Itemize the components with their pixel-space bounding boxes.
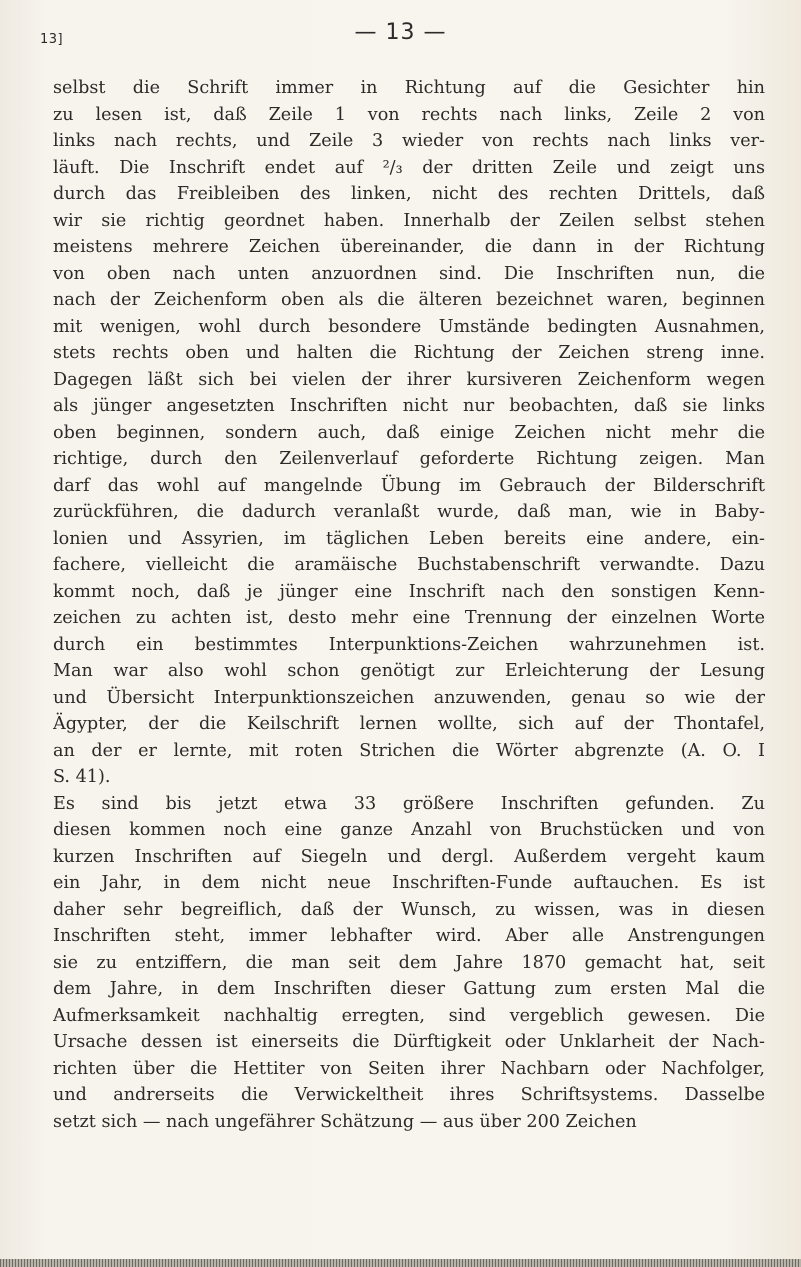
text-line: richtige, durch den Zeilenverlauf geforderte Richtung zeigen. Man (53, 449, 765, 469)
text-line: Dagegen läßt sich bei vielen der ihrer kursiveren Zeichenform wegen (53, 369, 765, 390)
text-line: setzt sich — nach ungefährer Schätzung — aus über 200 Zeichen (53, 1111, 637, 1132)
text-line: Ägypter, der die Keilschrift lernen wollte, sich auf der Thontafel, (53, 714, 765, 734)
text-line: Ursache dessen ist einerseits die Dürftigkeit oder Unklarheit der Nach- (53, 1032, 765, 1052)
text-line: zu lesen ist, daß Zeile 1 von rechts nach links, Zeile 2 von (53, 104, 765, 125)
text-line: Inschriften steht, immer lebhafter wird. Aber alle Anstrengungen (53, 926, 765, 946)
body-text (53, 75, 765, 1135)
text-line: ein Jahr, in dem nicht neue Inschriften-Funde auftauchen. Es ist (53, 873, 765, 893)
text-line: S. 41). (53, 767, 111, 787)
text-line: diesen kommen noch eine ganze Anzahl von Bruchstücken und von (53, 820, 765, 840)
text-line: läuft. Die Inschrift endet auf ²/₃ der dritten Zeile und zeigt uns (53, 157, 765, 178)
text-line: kurzen Inschriften auf Siegeln und dergl. Außerdem vergeht kaum (53, 846, 765, 867)
text-line: als jünger angesetzten Inschriften nicht nur beobachten, daß sie links (53, 396, 765, 416)
text-line: selbst die Schrift immer in Richtung auf die Gesichter hin (53, 78, 765, 98)
text-line: Aufmerksamkeit nachhaltig erregten, sind vergeblich gewesen. Die (53, 1005, 765, 1026)
text-line: oben beginnen, sondern auch, daß einige Zeichen nicht mehr die (53, 422, 765, 443)
text-line: stets rechts oben und halten die Richtung der Zeichen streng inne. (53, 343, 765, 363)
text-line: und andrerseits die Verwickeltheit ihres Schriftsystems. Dasselbe (53, 1085, 765, 1105)
text-line: von oben nach unten anzuordnen sind. Die Inschriften nun, die (53, 263, 765, 284)
text-line: fachere, vielleicht die aramäische Buchstabenschrift verwandte. Dazu (53, 555, 765, 575)
page-bottom-edge (0, 1259, 801, 1267)
text-line: zeichen zu achten ist, desto mehr eine Trennung der einzelnen Worte (53, 608, 765, 628)
text-line: darf das wohl auf mangelnde Übung im Gebrauch der Bilderschrift (53, 475, 765, 496)
text-line: Man war also wohl schon genötigt zur Erleichterung der Lesung (53, 661, 765, 681)
sheet-mark: 13] (40, 32, 64, 47)
text-line: richten über die Hettiter von Seiten ihrer Nachbarn oder Nachfolger, (53, 1058, 765, 1079)
text-line: durch das Freibleiben des linken, nicht des rechten Drittels, daß (53, 184, 765, 204)
text-line: durch ein bestimmtes Interpunktions-Zeichen wahrzunehmen ist. (53, 634, 765, 655)
page-number: — 13 — (354, 20, 447, 45)
text-line: meistens mehrere Zeichen übereinander, die dann in der Richtung (53, 237, 765, 257)
page-header (40, 20, 761, 60)
text-line: lonien und Assyrien, im täglichen Leben bereits eine andere, ein- (53, 528, 765, 549)
text-line: zurückführen, die dadurch veranlaßt wurde, daß man, wie in Baby- (53, 502, 765, 522)
text-line: an der er lernte, mit roten Strichen die Wörter abgrenzte (A. O. I (53, 740, 765, 761)
text-line: wir sie richtig geordnet haben. Innerhalb der Zeilen selbst stehen (53, 210, 765, 231)
text-line: dem Jahre, in dem Inschriften dieser Gattung zum ersten Mal die (53, 979, 765, 999)
text-line: daher sehr begreiflich, daß der Wunsch, zu wissen, was in diesen (53, 899, 765, 920)
text-line: sie zu entziffern, die man seit dem Jahre 1870 gemacht hat, seit (53, 952, 765, 973)
text-line: links nach rechts, und Zeile 3 wieder von rechts nach links ver- (53, 131, 765, 151)
text-line: nach der Zeichenform oben als die älteren bezeichnet waren, beginnen (53, 290, 765, 310)
text-line: und Übersicht Interpunktionszeichen anzuwenden, genau so wie der (53, 687, 765, 708)
text-line: mit wenigen, wohl durch besondere Umstände bedingten Ausnahmen, (53, 316, 765, 337)
text-line: Es sind bis jetzt etwa 33 größere Inschriften gefunden. Zu (53, 793, 765, 814)
text-line: kommt noch, daß je jünger eine Inschrift nach den sonstigen Kenn- (53, 581, 765, 602)
